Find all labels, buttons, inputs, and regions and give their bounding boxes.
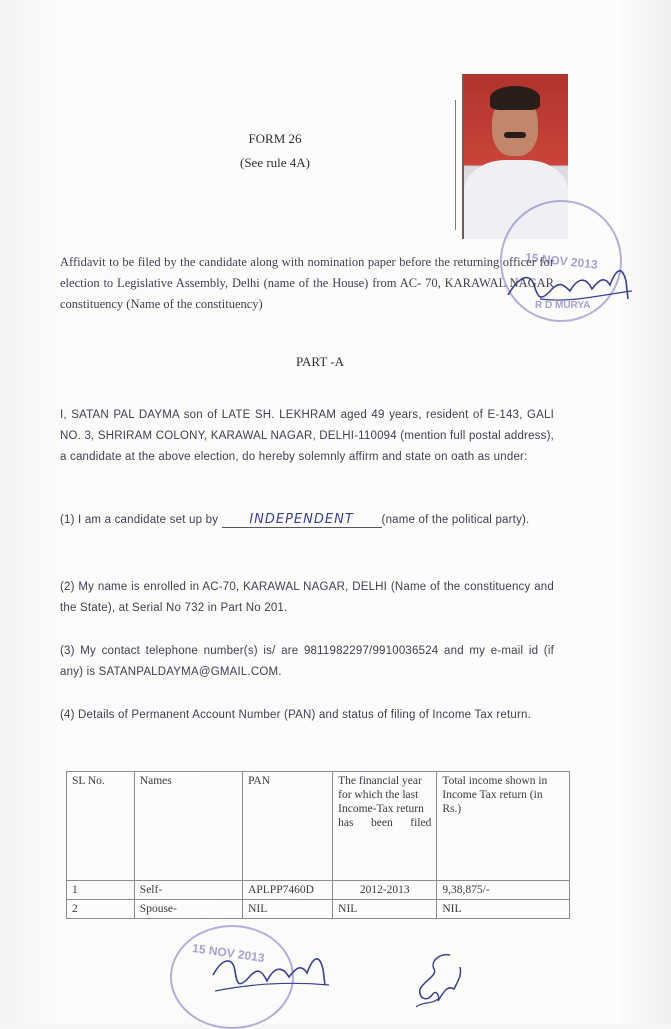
header-pan: PAN	[243, 772, 333, 881]
part-a-title: PART -A	[296, 354, 344, 369]
item-1-prefix: (1) I am a candidate set up by	[60, 514, 222, 526]
row-1-year: 2012-2013	[333, 881, 437, 900]
row-2-year: NIL	[333, 900, 437, 919]
row-2-name: Spouse-	[134, 900, 242, 919]
form-header	[230, 127, 320, 175]
header-names: Names	[134, 772, 242, 881]
item-2-enrollment: (2) My name is enrolled in AC-70, KARAWAL NAGAR, DELHI (Name of the constituency and the State), at Serial No 732 in Part No 201.	[60, 581, 554, 614]
pan-table	[66, 771, 570, 919]
header-sl: SL No.	[67, 772, 135, 881]
header-year: The financial year for which the last Income-Tax return has been filed	[333, 772, 437, 881]
pan-table-header-row	[67, 772, 570, 881]
row-2-income: NIL	[437, 900, 570, 919]
header-income: Total income shown in Income Tax return (in Rs.)	[437, 772, 570, 881]
form-rule: (See rule 4A)	[239, 155, 311, 170]
intro-paragraph: Affidavit to be filed by the candidate along with nomination paper before the returning officer for election to Legislative Assembly, Delhi (name of the House) from AC- 70, KARAWAL NAGAR constituency (Name of the constituency)	[60, 255, 554, 311]
item-1-suffix: (name of the political party).	[381, 514, 530, 526]
row-2-pan: NIL	[243, 900, 333, 919]
signature-bottom	[205, 945, 335, 1005]
row-1-sl: 1	[67, 881, 135, 900]
form-number: FORM 26	[248, 131, 302, 146]
stamp-date-top: 15 NOV 2013	[524, 250, 599, 272]
declaration-paragraph: I, SATAN PAL DAYMA son of LATE SH. LEKHRAM aged 49 years, resident of E-143, GALI NO. 3, SHRIRAM COLONY, KARAWAL NAGAR, DELHI-110094 (mention full postal address), a candidate at the above election, do hereby solemnly affirm and state on oath as under:	[60, 409, 554, 463]
item-1-party	[60, 510, 554, 531]
row-1-income: 9,38,875/-	[437, 881, 570, 900]
row-2-sl: 2	[67, 900, 135, 919]
party-handwritten: INDEPENDENT	[222, 513, 382, 528]
row-1-name: Self-	[134, 881, 242, 900]
item-4-pan: (4) Details of Permanent Account Number (PAN) and status of filing of Income Tax return.	[60, 709, 531, 721]
stamp-date-bottom: 15 NOV 2013	[191, 941, 266, 965]
table-row	[67, 900, 570, 919]
initials-signature	[410, 945, 470, 1015]
row-1-pan: APLPP7460D	[243, 881, 333, 900]
stamp-name-top: R D MURYA	[535, 300, 591, 311]
item-3-contact: (3) My contact telephone number(s) is/ are 9811982297/9910036524 and my e-mail id (if any) is SATANPALDAYMA@GMAIL.COM.	[60, 645, 554, 678]
table-row	[67, 881, 570, 900]
